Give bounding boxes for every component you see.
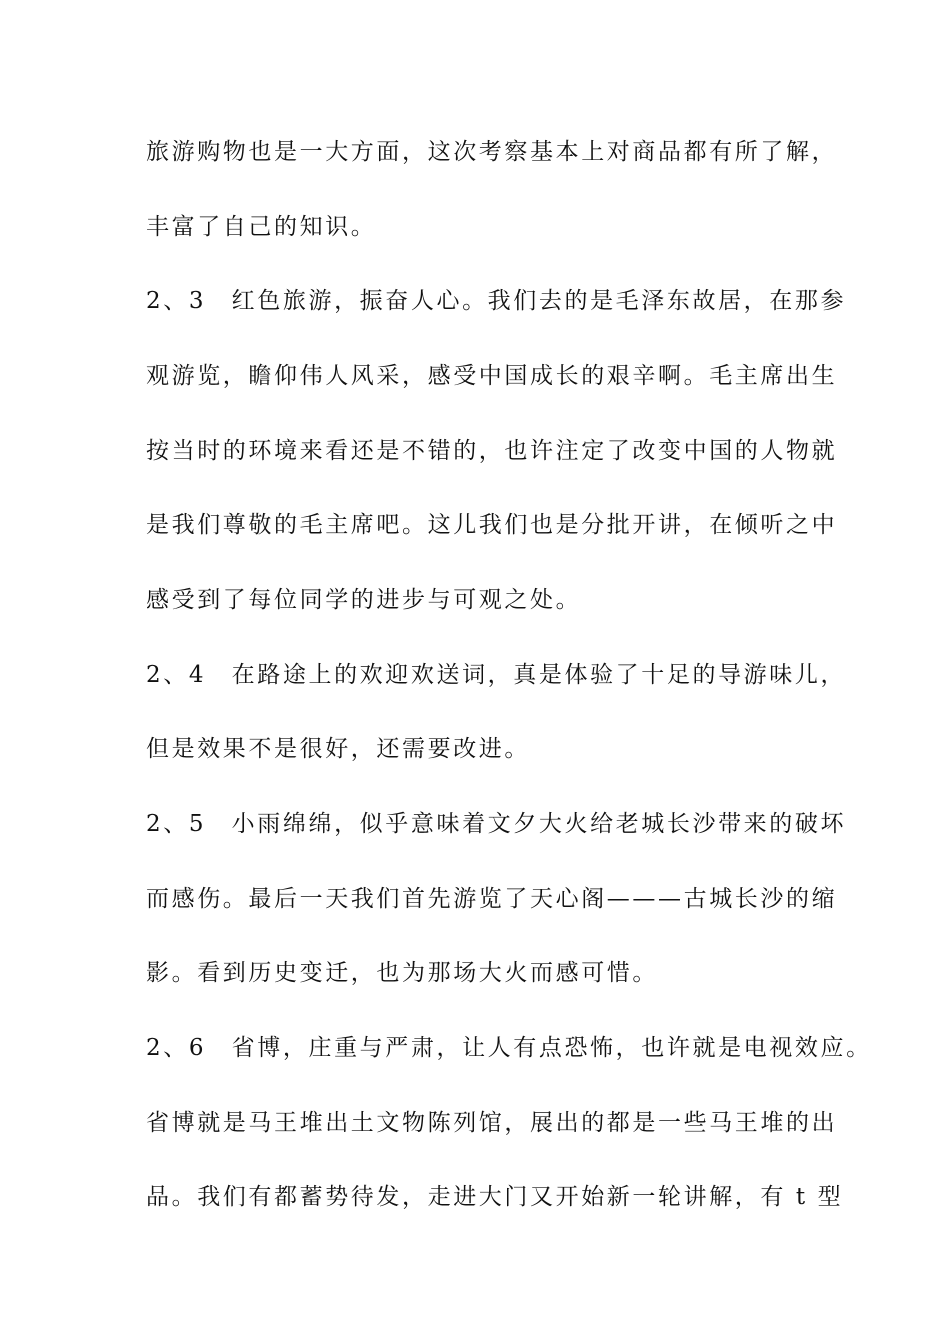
text-line: 是我们尊敬的毛主席吧。这儿我们也是分批开讲，在倾听之中 [146, 512, 838, 538]
text-line: 但是效果不是很好，还需要改进。 [146, 736, 530, 762]
text-line: 2、6 省博，庄重与严肃，让人有点恐怖，也许就是电视效应。 [146, 1035, 872, 1061]
text-line: 省博就是马王堆出土文物陈列馆，展出的都是一些马王堆的出 [146, 1110, 838, 1136]
text-line: 按当时的环境来看还是不错的，也许注定了改变中国的人物就 [146, 438, 838, 464]
text-line: 感受到了每位同学的进步与可观之处。 [146, 587, 582, 613]
text-line: 2、3 红色旅游，振奋人心。我们去的是毛泽东故居，在那参 [146, 288, 847, 314]
text-line: 影。看到历史变迁，也为那场大火而感可惜。 [146, 960, 658, 986]
text-line: 而感伤。最后一天我们首先游览了天心阁———古城长沙的缩 [146, 886, 838, 912]
text-line: 2、4 在路途上的欢迎欢送词，真是体验了十足的导游味儿， [146, 662, 847, 688]
text-line: 2、5 小雨绵绵，似乎意味着文夕大火给老城长沙带来的破坏 [146, 811, 847, 837]
text-line: 丰富了自己的知识。 [146, 214, 377, 240]
text-line: 品。我们有都蓄势待发，走进大门又开始新一轮讲解，有 t 型 [146, 1184, 844, 1210]
text-line: 旅游购物也是一大方面，这次考察基本上对商品都有所了解， [146, 139, 838, 165]
text-line: 观游览，瞻仰伟人风采，感受中国成长的艰辛啊。毛主席出生 [146, 363, 838, 389]
